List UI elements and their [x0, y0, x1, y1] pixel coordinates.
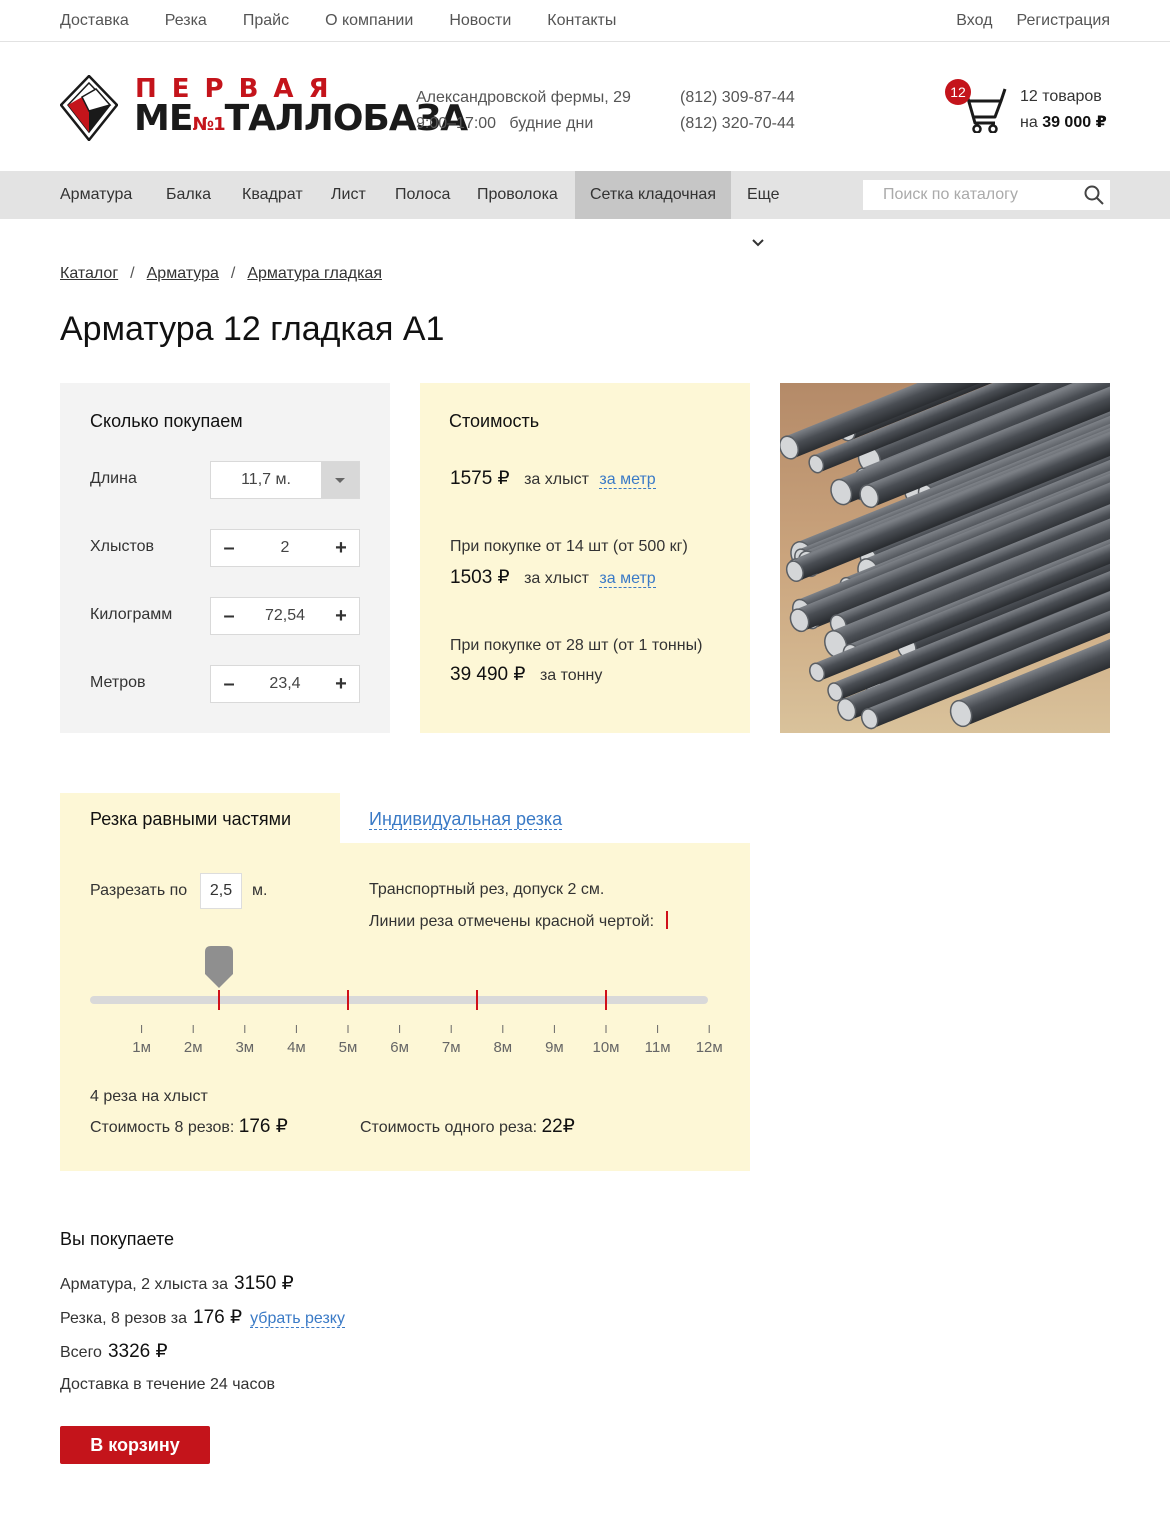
meters-value[interactable]: 23,4 — [269, 675, 301, 692]
kg-label: Килограмм — [90, 606, 173, 623]
breadcrumb-separator: / — [230, 265, 236, 282]
phones-block — [680, 85, 795, 137]
tab-equal-cutting[interactable] — [60, 793, 340, 843]
price-panel — [420, 383, 750, 733]
ruler-tick-label: 7м — [441, 1039, 461, 1056]
page-title: Арматура 12 гладкая А1 — [60, 310, 445, 348]
category-armatura[interactable]: Арматура — [60, 186, 133, 203]
summary-total-value: 3326 ₽ — [107, 1341, 168, 1362]
breadcrumb — [60, 265, 382, 283]
cutting-panel — [60, 843, 750, 1171]
breadcrumb-armatura[interactable]: Арматура — [146, 265, 219, 282]
add-to-cart-button[interactable]: В корзину — [60, 1426, 210, 1464]
summary-line-rods — [60, 1272, 294, 1295]
kg-decrement-button[interactable]: – — [223, 605, 235, 627]
cut-by-input[interactable]: 2,5 — [200, 873, 242, 909]
price-tier3-condition: При покупке от 28 шт (от 1 тонны) — [450, 637, 703, 654]
cut-line-mark — [605, 990, 607, 1010]
cut-single-cost — [360, 1115, 575, 1138]
ruler-tick-label: 10м — [592, 1039, 620, 1056]
meters-label: Метров — [90, 674, 146, 691]
summary-cutting-label: Резка, 8 резов за — [60, 1310, 188, 1327]
cut-lines-note — [369, 911, 668, 931]
breadcrumb-armatura-gladkaya[interactable]: Арматура гладкая — [247, 265, 382, 282]
breadcrumb-catalog[interactable]: Каталог — [60, 265, 119, 282]
cart-count-badge: 12 — [945, 79, 971, 105]
category-setka-kladochnaya[interactable]: Сетка кладочная — [575, 171, 731, 219]
summary-rods-label: Арматура, 2 хлыста за — [60, 1276, 229, 1293]
top-nav-news[interactable]: Новости — [449, 12, 512, 29]
site-header — [0, 42, 1170, 171]
kg-stepper — [210, 597, 360, 635]
ruler-tick-label: 4м — [287, 1039, 306, 1056]
category-balka[interactable]: Балка — [166, 186, 211, 203]
top-nav-price[interactable]: Прайс — [242, 12, 290, 29]
address-block — [416, 85, 631, 137]
length-select[interactable] — [210, 461, 360, 499]
cut-line-mark — [476, 990, 478, 1010]
summary-rods-value: 3150 ₽ — [234, 1273, 294, 1294]
price-base-value: 1575 ₽ — [450, 468, 510, 489]
ruler-tick-label: 1м — [132, 1039, 151, 1056]
rods-value[interactable]: 2 — [280, 539, 290, 556]
cut-single-cost-label: Стоимость одного реза: — [360, 1119, 538, 1136]
cart-total-line — [1020, 110, 1107, 136]
summary-cutting-value: 176 ₽ — [193, 1307, 243, 1328]
header-cart[interactable] — [945, 79, 1115, 139]
price-tier2-condition: При покупке от 14 шт (от 500 кг) — [450, 538, 688, 555]
cart-sum: 39 000 ₽ — [1042, 114, 1107, 131]
tab-custom-cutting[interactable]: Индивидуальная резка — [369, 809, 563, 829]
logo-top-text: ПЕРВАЯ — [135, 74, 344, 104]
category-more-label: Еще — [747, 186, 780, 203]
ruler-tick-label: 12м — [695, 1039, 723, 1056]
kg-row — [90, 597, 360, 635]
price-row-base — [450, 467, 656, 490]
cart-items-count: 12 товаров — [1020, 88, 1102, 105]
ruler-tick-label: 9м — [545, 1039, 564, 1056]
price-tier3-value: 39 490 ₽ — [450, 664, 526, 685]
price-tier3-unit: за тонну — [539, 667, 603, 684]
ruler-tick-label: 8м — [493, 1039, 513, 1056]
rods-decrement-button[interactable]: – — [223, 537, 235, 559]
auth-links — [932, 0, 1110, 42]
length-label: Длина — [90, 470, 137, 487]
meters-stepper — [210, 665, 360, 703]
top-nav-about[interactable]: О компании — [325, 12, 414, 29]
phone-1[interactable]: (812) 309-87-44 — [680, 89, 795, 106]
top-bar — [0, 0, 1170, 42]
quantity-panel — [60, 383, 390, 733]
register-link[interactable]: Регистрация — [1016, 12, 1110, 29]
summary-delivery-note: Доставка в течение 24 часов — [60, 1376, 276, 1393]
summary-line-cutting — [60, 1306, 345, 1329]
cuts-per-rod: 4 реза на хлыст — [90, 1088, 208, 1105]
price-row-tier3 — [450, 663, 602, 686]
meters-increment-button[interactable]: + — [335, 673, 347, 695]
ruler-tick-label: 2м — [183, 1039, 203, 1056]
top-nav-delivery[interactable]: Доставка — [60, 12, 129, 29]
ruler-track — [90, 996, 708, 1004]
quantity-panel-title: Сколько покупаем — [90, 411, 243, 431]
cart-sum-prefix: на — [1020, 114, 1038, 131]
cut-lines-note-text: Линии реза отмечены красной чертой: — [369, 913, 655, 930]
price-per-meter-link[interactable]: за метр — [599, 471, 656, 488]
red-cut-mark-sample — [666, 911, 668, 929]
logo[interactable] — [60, 74, 468, 141]
cart-summary — [1020, 84, 1107, 136]
price-panel-title: Стоимость — [449, 411, 540, 431]
phone-2[interactable]: (812) 320-70-44 — [680, 115, 795, 132]
top-nav — [60, 0, 652, 42]
price-tier2-per-meter-link[interactable]: за метр — [599, 570, 656, 587]
category-more[interactable] — [747, 171, 780, 219]
kg-increment-button[interactable]: + — [335, 605, 347, 627]
product-photo — [780, 383, 1110, 733]
ruler-tick-label: 11м — [644, 1039, 671, 1056]
working-hours: 9:00–17:00 будние дни — [416, 115, 594, 132]
category-polosa[interactable]: Полоса — [395, 186, 451, 203]
cut-line-mark — [218, 990, 220, 1010]
price-base-unit: за хлыст — [524, 471, 589, 488]
dropdown-arrow-icon[interactable] — [321, 462, 359, 498]
rods-row — [90, 529, 360, 567]
address: Александровской фермы, 29 — [416, 89, 631, 106]
top-nav-cutting[interactable]: Резка — [164, 12, 207, 29]
logo-number-mark: №1 — [192, 114, 225, 135]
length-row — [90, 461, 360, 499]
rebar-photo-image — [780, 383, 1110, 733]
rods-label: Хлыстов — [90, 538, 155, 555]
top-nav-contacts[interactable]: Контакты — [547, 12, 617, 29]
summary-line-total — [60, 1340, 168, 1363]
meters-row — [90, 665, 360, 703]
category-kvadrat[interactable]: Квадрат — [242, 186, 303, 203]
logo-bottom-right: ТАЛЛОБАЗА — [224, 98, 468, 139]
logo-bottom-left: МЕ — [134, 98, 193, 139]
tab-equal-cutting-label: Резка равными частями — [90, 809, 292, 829]
chevron-down-icon — [751, 238, 765, 248]
ruler-tick-label: 3м — [235, 1039, 255, 1056]
ruler-tick-label: 5м — [338, 1039, 358, 1056]
rods-increment-button[interactable]: + — [335, 537, 347, 559]
rods-stepper — [210, 529, 360, 567]
price-tier2-value: 1503 ₽ — [450, 567, 510, 588]
breadcrumb-separator: / — [130, 265, 135, 282]
summary-title: Вы покупаете — [60, 1229, 175, 1249]
summary-total-label: Всего — [60, 1344, 102, 1361]
category-provoloka[interactable]: Проволока — [477, 186, 558, 203]
category-list[interactable]: Лист — [331, 186, 366, 203]
cut-line-mark — [347, 990, 349, 1010]
kg-value[interactable]: 72,54 — [264, 607, 306, 624]
catalog-search — [863, 180, 1110, 210]
login-link[interactable]: Вход — [956, 12, 993, 29]
cuts-total-cost — [90, 1115, 288, 1138]
cuts-total-cost-value: 176 ₽ — [238, 1116, 288, 1137]
price-row-tier2 — [450, 566, 656, 589]
meters-decrement-button[interactable]: – — [223, 673, 235, 695]
search-icon[interactable] — [1084, 185, 1104, 205]
cut-by-label: Разрезать по — [90, 882, 188, 899]
cut-single-cost-value: 22₽ — [541, 1116, 575, 1137]
cut-ruler — [60, 938, 750, 1068]
logo-mark-icon — [60, 75, 118, 141]
remove-cutting-link[interactable]: убрать резку — [250, 1310, 345, 1327]
catalog-search-input[interactable] — [863, 180, 1073, 210]
price-tier2-unit: за хлыст — [524, 570, 589, 587]
length-value: 11,7 м. — [241, 471, 291, 488]
cut-by-unit: м. — [252, 882, 268, 899]
cuts-total-cost-label: Стоимость 8 резов: — [90, 1119, 235, 1136]
cut-slider-handle[interactable] — [205, 946, 233, 988]
ruler-tick-label: 6м — [390, 1039, 409, 1056]
cut-tolerance-note: Транспортный рез, допуск 2 см. — [369, 881, 605, 898]
category-nav — [0, 171, 1170, 219]
